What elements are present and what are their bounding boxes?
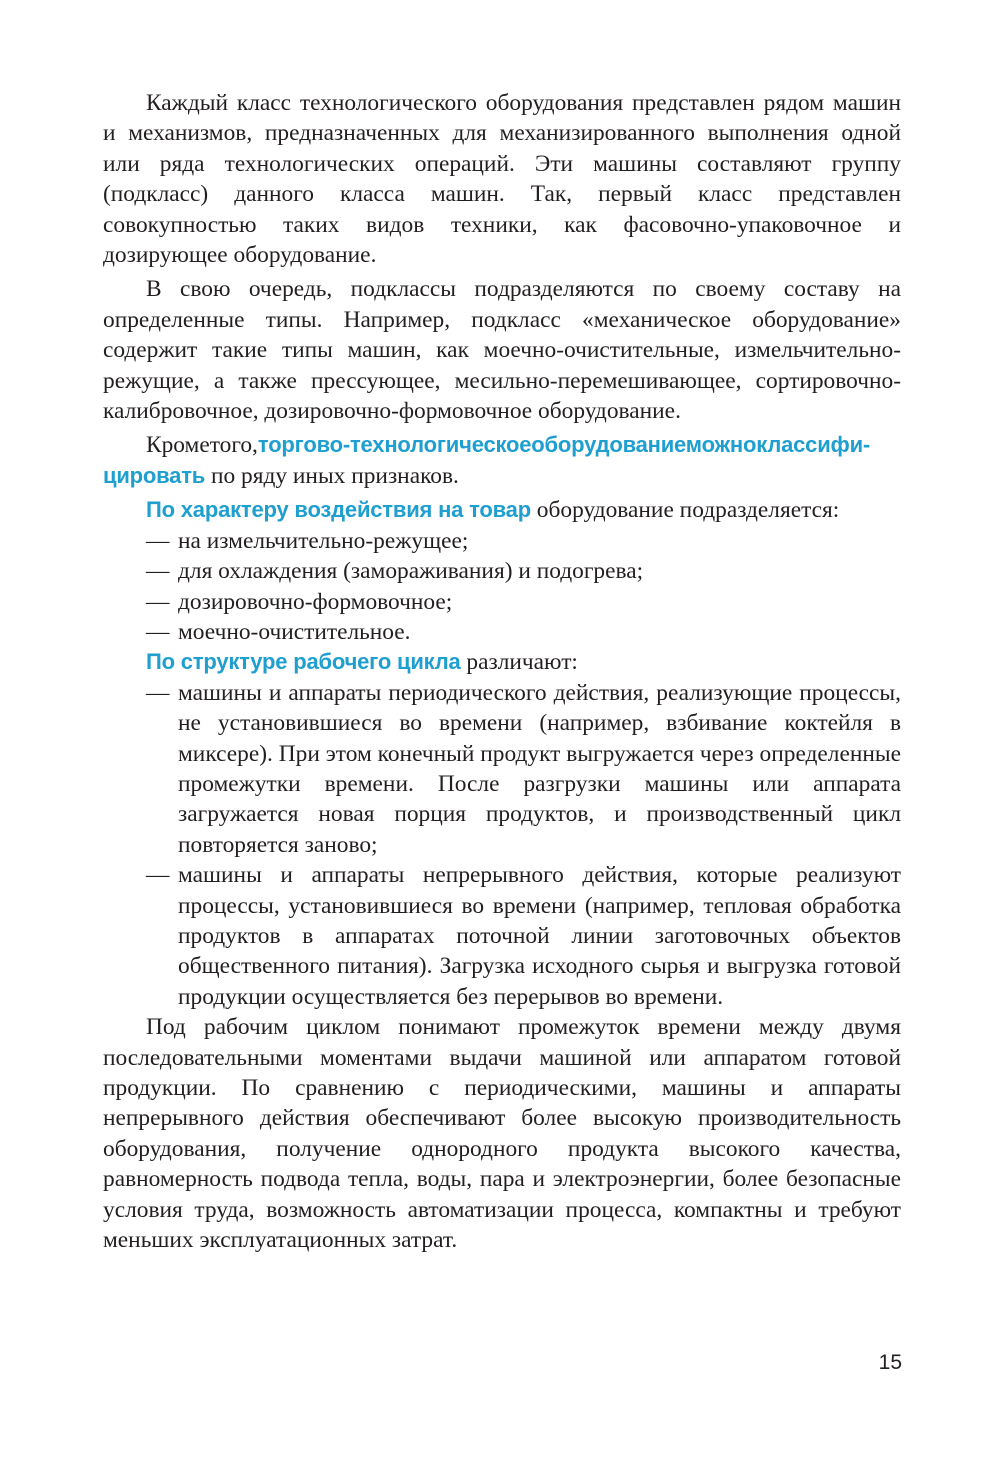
highlight-classification: торгово-технологическоеоборудованиеможноклассифицировать [103,432,871,488]
paragraph-equipment-classes: Каждый класс технологического оборудования представлен рядом машин и механизмов, предназначенных для механизированного выполнения одной или ряда технологических операций. Эти машины составляют группу (подкласс) данного класса машин. Так, первый класс представлен совокупностью таких видов техники, как фасовочно-упаковочное и дозирующее оборудование. [103,90,901,269]
body-text [103,88,901,1255]
paragraph-other-criteria-intro: Крометого, [146,432,258,459]
paragraph-subclasses: В свою очередь, подклассы подразделяются по своему составу на определенные типы. Например, подкласс «механическое оборудование» содержит такие типы машин, как моечно-очистительные, измельчительно-режущие, а также прессующее, месильно-перемешивающее, сортировочно-калибровочное, дозировочно-формовочное оборудование. [103,276,901,425]
list-item: — машины и аппараты непрерывного действия, которые реализуют процессы, установившиеся во времени (например, тепловая обработка продуктов в аппаратах поточной линии заготовочных объектов общественного питания). Загрузка исходного сырья и выгрузка готовой продукции осуществляется без перерывов во времени. [103,860,901,1012]
impact-list [103,526,901,648]
page-number: 15 [878,1351,902,1374]
highlight-cycle: По структуре рабочего цикла [146,649,461,675]
list-item: — машины и аппараты периодического действия, реализующие процессы, не установившиеся во времени (например, взбивание коктейля в миксере). При этом конечный продукт выгружается через определенные промежутки времени. После разгрузки машины или аппарата загружается новая порция продуктов, и производственный цикл повторяется заново; [103,678,901,860]
list-item: — дозировочно-формовочное; [103,587,901,617]
paragraph-cycle-heading [103,647,901,677]
paragraph-other-criteria-rest: по ряду иных признаков. [205,462,459,489]
paragraph-impact-heading [103,495,901,525]
paragraph-cycle-rest: различают: [460,649,578,676]
list-item: — моечно-очистительное. [103,617,901,647]
paragraph-other-criteria [103,430,901,491]
list-item: — на измельчительно-режущее; [103,526,901,556]
highlight-impact: По характеру воздействия на товар [146,497,531,523]
paragraph-work-cycle: Под рабочим циклом понимают промежуток времени между двумя последовательными моментами выдачи машиной или аппаратом готовой продукции. По сравнению с периодическими, машины и аппараты непрерывного действия обеспечивают более высокую производительность оборудования, получение однородного продукта высокого качества, равномерность подвода тепла, воды, пара и электроэнергии, более безопасные условия труда, возможность автоматизации процесса, компактны и требуют меньших эксплуатационных затрат. [103,1014,901,1254]
paragraph-impact-rest: оборудование подразделяется: [530,497,840,524]
cycle-list [103,678,901,1012]
list-item: — для охлаждения (замораживания) и подогрева; [103,556,901,586]
